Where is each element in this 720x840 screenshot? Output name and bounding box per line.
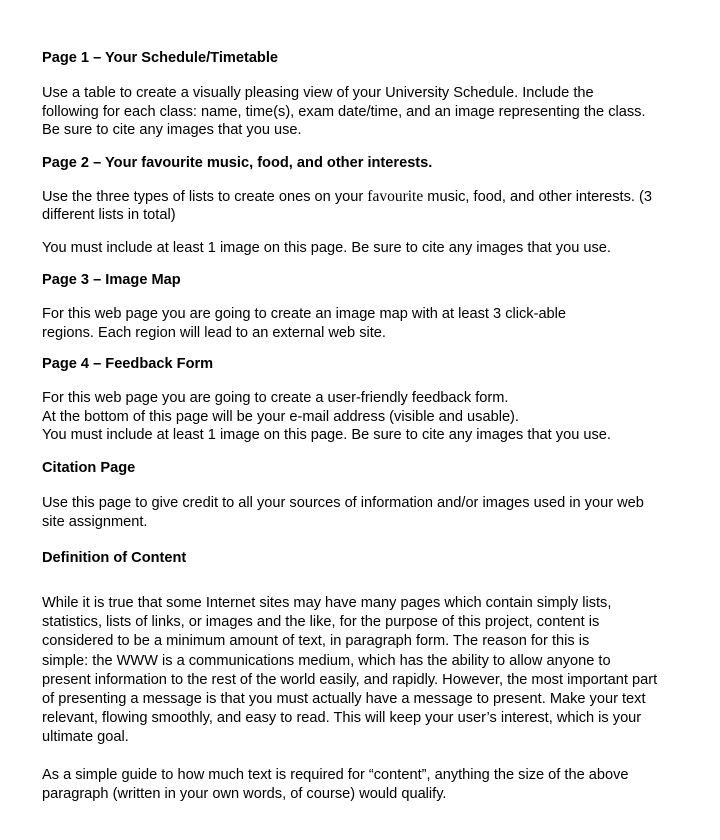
- text-line: regions. Each region will lead to an external web site.: [42, 324, 386, 341]
- section-paragraph-page-1: [42, 84, 692, 140]
- section-paragraph-page-4: [42, 389, 692, 445]
- text-line: You must include at least 1 image on this page. Be sure to cite any images that you use.: [42, 427, 611, 443]
- text-line: of presenting a message is that you must actually have a message to present. Make your text: [42, 691, 646, 708]
- text-fragment-serif: favourite: [367, 187, 424, 205]
- text-line: Be sure to cite any images that you use.: [42, 122, 302, 138]
- text-line: Use this page to give credit to all your sources of information and/or images used in your web: [42, 494, 644, 511]
- text-line: For this web page you are going to create an image map with at least 3 click-able: [42, 306, 567, 322]
- section-heading-page-4: Page 4 – Feedback Form: [42, 356, 214, 372]
- text-line: ultimate goal.: [42, 729, 129, 746]
- section-heading-definition: Definition of Content: [42, 550, 187, 566]
- section-heading-page-3: Page 3 – Image Map: [42, 272, 181, 288]
- section-paragraph-page-3: [42, 305, 692, 342]
- text-line: site assignment.: [42, 513, 148, 530]
- section-paragraph-page-2-lists: [42, 188, 692, 225]
- section-paragraph-definition: [42, 594, 692, 748]
- text-fragment: Use the three types of lists to create ones on your: [42, 188, 368, 205]
- text-line: present information to the rest of the world easily, and rapidly. However, the most important part: [42, 671, 658, 688]
- text-line: relevant, flowing smoothly, and easy to read. This will keep your user’s interest, which is your: [42, 710, 642, 727]
- text-line: different lists in total): [42, 207, 176, 223]
- text-line: following for each class: name, time(s), exam date/time, and an image representing the class.: [42, 103, 646, 120]
- text-fragment: music, food, and other interests. (3: [423, 188, 652, 205]
- section-paragraph-page-2-image: [42, 239, 692, 258]
- text-line: Use a table to create a visually pleasing view of your University Schedule. Include the: [42, 85, 594, 101]
- text-line: For this web page you are going to create a user-friendly feedback form.: [42, 390, 509, 406]
- text-line: paragraph (written in your own words, of course) would qualify.: [42, 785, 447, 802]
- text-line: considered to be a minimum amount of text, in paragraph form. The reason for this is: [42, 633, 590, 650]
- section-heading-citation: Citation Page: [42, 459, 136, 476]
- document-page: [42, 46, 692, 804]
- text-line: You must include at least 1 image on this page. Be sure to cite any images that you use.: [42, 239, 611, 256]
- section-heading-page-1: Page 1 – Your Schedule/Timetable: [42, 50, 279, 66]
- text-line: [42, 188, 692, 207]
- text-line: simple: the WWW is a communications medium, which has the ability to allow anyone to: [42, 652, 611, 669]
- section-paragraph-citation: [42, 493, 692, 532]
- text-line: At the bottom of this page will be your e-mail address (visible and usable).: [42, 408, 519, 425]
- text-line: As a simple guide to how much text is required for “content”, anything the size of the above: [42, 766, 629, 783]
- section-heading-page-2: Page 2 – Your favourite music, food, and other interests.: [42, 154, 433, 171]
- text-line: statistics, lists of links, or images and the like, for the purpose of this project, content is: [42, 614, 600, 631]
- section-paragraph-guide: [42, 766, 692, 804]
- text-line: While it is true that some Internet sites may have many pages which contain simply lists,: [42, 595, 612, 611]
